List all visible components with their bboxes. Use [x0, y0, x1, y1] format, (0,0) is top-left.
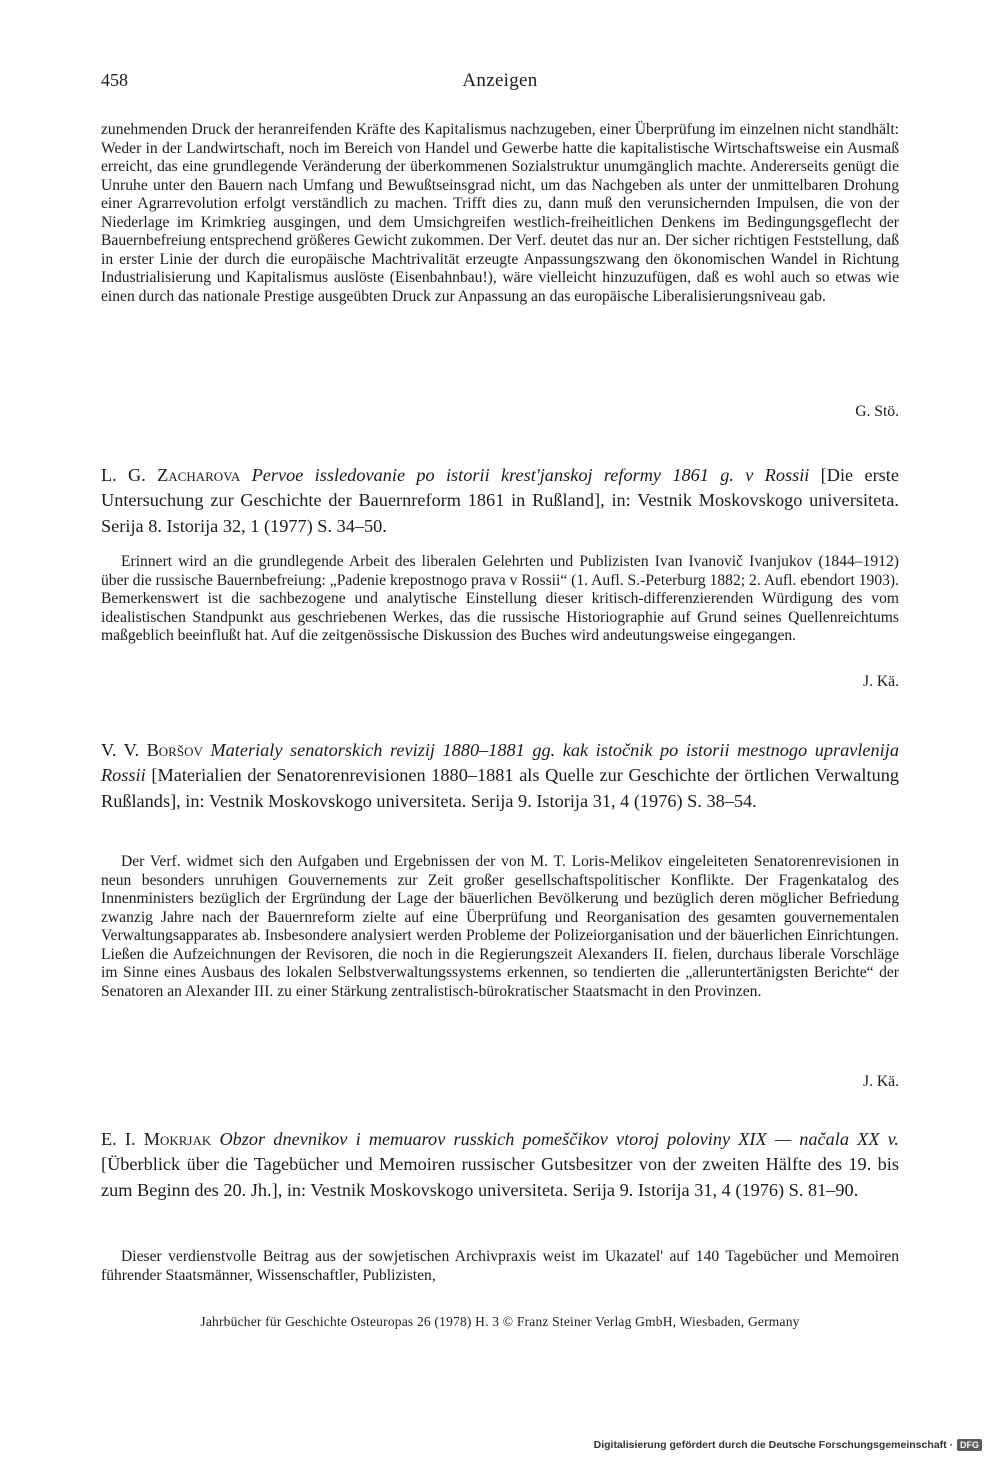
reviewer-signature: G. Stö. [855, 402, 899, 420]
citation-details: [Die erste Untersuchung zur Geschichte der Bauernreform 1861 in Rußland], in: Vestnik Moskovskogo universiteta. Serija 8. Istorija 32, 1 (1977) S. 34–50. [101, 465, 899, 536]
citation-entry [101, 738, 899, 814]
citation-author: E. I. Mokrjak [101, 1129, 212, 1149]
citation-entry [101, 1127, 899, 1203]
citation-title: Obzor dnevnikov i memuarov russkich pomeščikov vtoroj poloviny XIX — načala XX v. [219, 1129, 899, 1149]
review-paragraph [101, 853, 899, 1091]
review-paragraph [101, 553, 899, 691]
review-text: Erinnert wird an die grundlegende Arbeit des liberalen Gelehrten und Publizisten Ivan Ivanovič Ivanjukov (1844–1912) über die russische Bauernbefreiung: „Padenie krepostnogo prava v Rossii“ (1. Aufl. S.-Peterburg 1882; 2. Aufl. ebendort 1903). Bemerkenswert ist die sachbezogene und analytische Einstellung dieser kritisch-differenzierenden Würdigung des vom idealistischen Standpunkt aus geschriebenen Werkes, das die russische Historiographie auf Grund seines Quellenreichtums maßgeblich beeinflußt hat. Auf die zeitgenössische Diskussion des Buches wird andeutungsweise eingegangen. [101, 553, 899, 644]
review-continuation [101, 121, 899, 421]
running-head: Anzeigen [462, 70, 538, 91]
review-text: zunehmenden Druck der heranreifenden Kräfte des Kapitalismus nachzugeben, einer Überprüfung im einzelnen nicht standhält: Weder in der Landwirtschaft, noch im Bereich von Handel und Gewerbe hatte die kapitalistische Wirtschaftsweise ein Ausmaß erreicht, das eine grundlegende Veränderung der überkommenen Sozialstruktur unumgänglich machte. Andererseits genügt die Unruhe unter den Bauern nach Umfang und Bewußtseinsgrad nicht, um das Nachgeben als unter der unmittelbaren Drohung einer Agrarrevolution erfolgt verständlich zu machen. Trifft dies zu, dann muß den verunsichernden Impulsen, die von der Niederlage im Krimkrieg ausgingen, und dem Umsichgreifen westlich-freiheitlichen Denkens im Bedingungsgeflecht der Bauernbefreiung entsprechend größeres Gewicht zukommen. Der Verf. deutet das nur an. Der sicher richtigen Feststellung, daß in erster Linie der durch die europäische Machtrivalität erzeugte Anpassungszwang den ökonomischen Wandel in Richtung Industrialisierung und Kapitalismus auslöste (Eisenbahnbau!), wäre vielleicht hinzuzufügen, daß es wohl auch so etwas wie einen durch das nationale Prestige ausgeübten Druck zur Anpassung an das europäische Liberalisierungsniveau gab. [101, 121, 899, 305]
citation-author: L. G. Zacharova [101, 465, 241, 485]
review-text: Der Verf. widmet sich den Aufgaben und Ergebnissen der von M. T. Loris-Melikov eingeleiteten Senatorenrevisionen in neun besonders unruhigen Gouvernements zur Zeit großer gesellschaftspolitischer Konflikte. Der Fragenkatalog des Innenministers bezüglich der Ergründung der Lage der bäuerlichen Bevölkerung und bezüglich deren möglicher Befriedung zwanzig Jahre nach der Bauernreform zielte auf eine Überprüfung und Reorganisation des gesamten gouvernementalen Verwaltungsapparates ab. Insbesondere analysiert werden Probleme der Polizeiorganisation und der bäuerlichen Einrichtungen. Ließen die Aufzeichnungen der Revisoren, die noch in die Regierungszeit Alexanders II. fielen, durchaus liberale Vorschläge im Sinne eines Ausbaus des lokalen Selbstverwaltungssystems erkennen, so tendierten die „alleruntertänigsten Berichte“ der Senatoren an Alexander III. zu einer Stärkung zentralistisch-bürokratischer Staatsmacht in den Provinzen. [101, 853, 899, 1000]
dfg-logo: DFG [957, 1439, 982, 1451]
reviewer-signature: J. Kä. [863, 672, 899, 690]
citation-title: Pervoe issledovanie po istorii krest'janskoj reformy 1861 g. v Rossii [251, 465, 810, 485]
citation-author: V. V. Boršov [101, 740, 203, 760]
review-text: Dieser verdienstvolle Beitrag aus der sowjetischen Archivpraxis weist im Ukazatel' auf 140 Tagebücher und Memoiren führender Staatsmänner, Wissenschaftler, Publizisten, [101, 1248, 899, 1284]
citation-entry [101, 463, 899, 539]
dfg-credit-text: Digitalisierung gefördert durch die Deutsche Forschungsgemeinschaft · [593, 1439, 953, 1451]
reviewer-signature: J. Kä. [863, 1072, 899, 1090]
citation-details: [Überblick über die Tagebücher und Memoiren russischer Gutsbesitzer von der zweiten Hälfte des 19. bis zum Beginn des 20. Jh.], in: Vestnik Moskovskogo universiteta. Serija 9. Istorija 31, 4 (1976) S. 81–90. [101, 1154, 899, 1200]
citation-details: [Materialien der Senatorenrevisionen 1880–1881 als Quelle zur Geschichte der örtlichen Verwaltung Rußlands], in: Vestnik Moskovskogo universiteta. Serija 9. Istorija 31, 4 (1976) S. 38–54. [101, 765, 899, 811]
dfg-credit [594, 1439, 982, 1451]
journal-footer: Jahrbücher für Geschichte Osteuropas 26 (1978) H. 3 © Franz Steiner Verlag GmbH, Wiesbaden, Germany [200, 1314, 800, 1329]
review-paragraph [101, 1248, 899, 1285]
page-number: 458 [101, 70, 128, 90]
page-header [101, 70, 899, 100]
citation-title: Materialy senatorskich revizij 1880–1881 gg. kak istočnik po istorii mestnogo upravlenija Rossii [101, 740, 899, 786]
